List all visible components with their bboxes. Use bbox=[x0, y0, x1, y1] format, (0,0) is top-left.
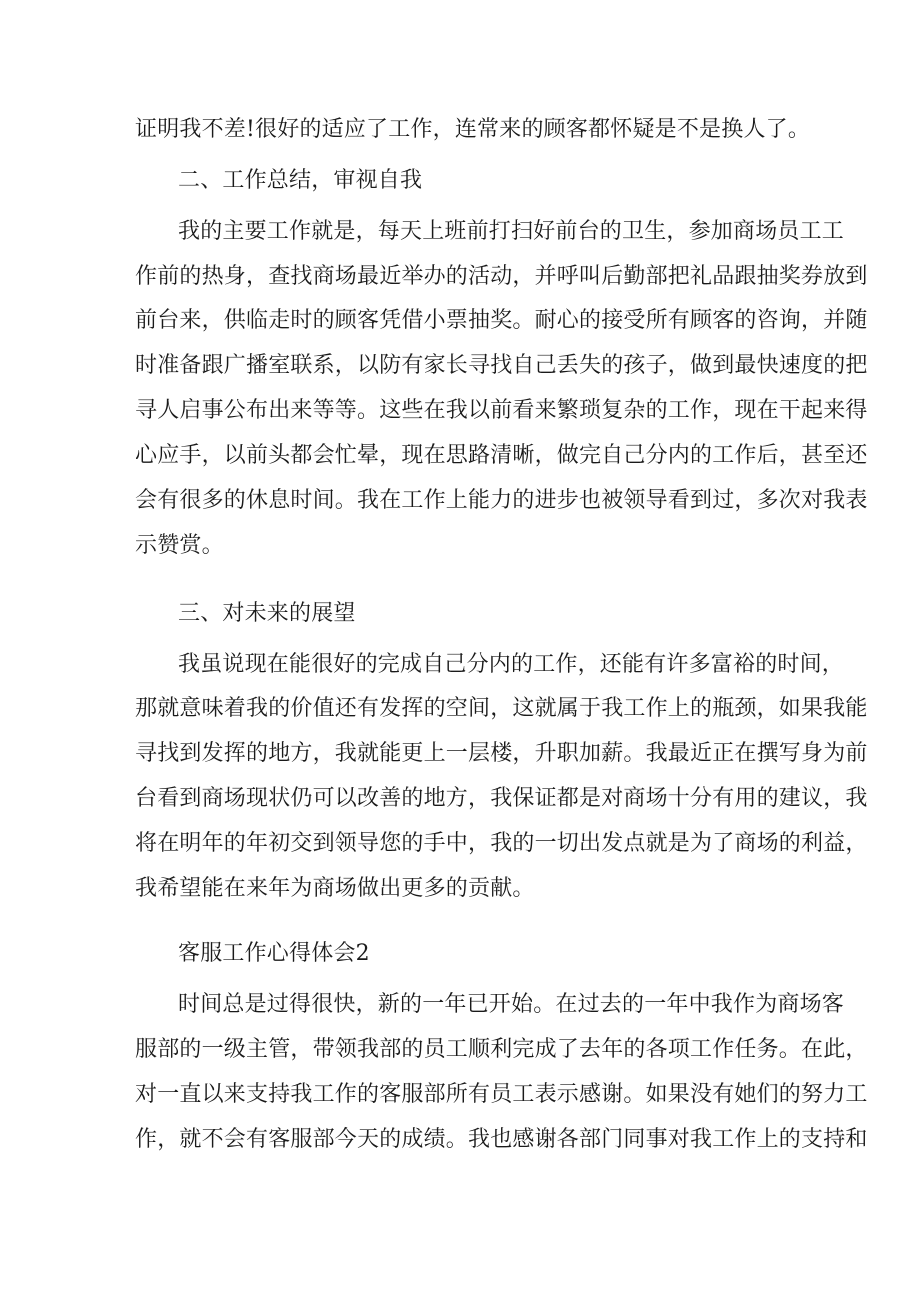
text-line: 作前的热身，查找商场最近举办的活动，并呼叫后勤部把礼品跟抽奖券放到 bbox=[135, 264, 868, 289]
paragraph-first-line: 我的主要工作就是，每天上班前打扫好前台的卫生，参加商场员工工 bbox=[178, 219, 845, 244]
text-line: 寻找到发挥的地方，我就能更上一层楼，升职加薪。我最近正在撰写身为前 bbox=[135, 741, 868, 766]
text-line: 服部的一级主管，带领我部的员工顺利完成了去年的各项工作任务。在此， bbox=[135, 1037, 868, 1062]
paragraph-first-line: 时间总是过得很快，新的一年已开始。在过去的一年中我作为商场客 bbox=[178, 992, 845, 1017]
text-line: 会有很多的休息时间。我在工作上能力的进步也被领导看到过，多次对我表 bbox=[135, 488, 868, 513]
text-line: 时准备跟广播室联系，以防有家长寻找自己丢失的孩子，做到最快速度的把 bbox=[135, 353, 868, 378]
text-line: 心应手，以前头都会忙晕，现在思路清晰，做完自己分内的工作后，甚至还 bbox=[135, 443, 868, 468]
paragraph-first-line: 我虽说现在能很好的完成自己分内的工作，还能有许多富裕的时间， bbox=[178, 652, 845, 677]
text-line: 台看到商场现状仍可以改善的地方，我保证都是对商场十分有用的建议，我 bbox=[135, 786, 868, 811]
text-line: 那就意味着我的价值还有发挥的空间，这就属于我工作上的瓶颈，如果我能 bbox=[135, 696, 868, 721]
text-line: 对一直以来支持我工作的客服部所有员工表示感谢。如果没有她们的努力工 bbox=[135, 1082, 868, 1107]
text-line: 寻人启事公布出来等等。这些在我以前看来繁琐复杂的工作，现在干起来得 bbox=[135, 398, 868, 423]
section-heading: 三、对未来的展望 bbox=[178, 601, 356, 626]
text-line: 证明我不差!很好的适应了工作，连常来的顾客都怀疑是不是换人了。 bbox=[135, 117, 811, 142]
section-heading: 二、工作总结，审视自我 bbox=[178, 168, 423, 193]
text-line: 示赞赏。 bbox=[135, 533, 224, 558]
text-line: 将在明年的年初交到领导您的手中，我的一切出发点就是为了商场的利益， bbox=[135, 831, 868, 856]
text-line: 前台来，供临走时的顾客凭借小票抽奖。耐心的接受所有顾客的咨询，并随 bbox=[135, 308, 868, 333]
text-line: 我希望能在来年为商场做出更多的贡献。 bbox=[135, 876, 535, 901]
text-line: 作，就不会有客服部今天的成绩。我也感谢各部门同事对我工作上的支持和 bbox=[135, 1127, 868, 1152]
section-heading: 客服工作心得体会2 bbox=[178, 941, 370, 966]
